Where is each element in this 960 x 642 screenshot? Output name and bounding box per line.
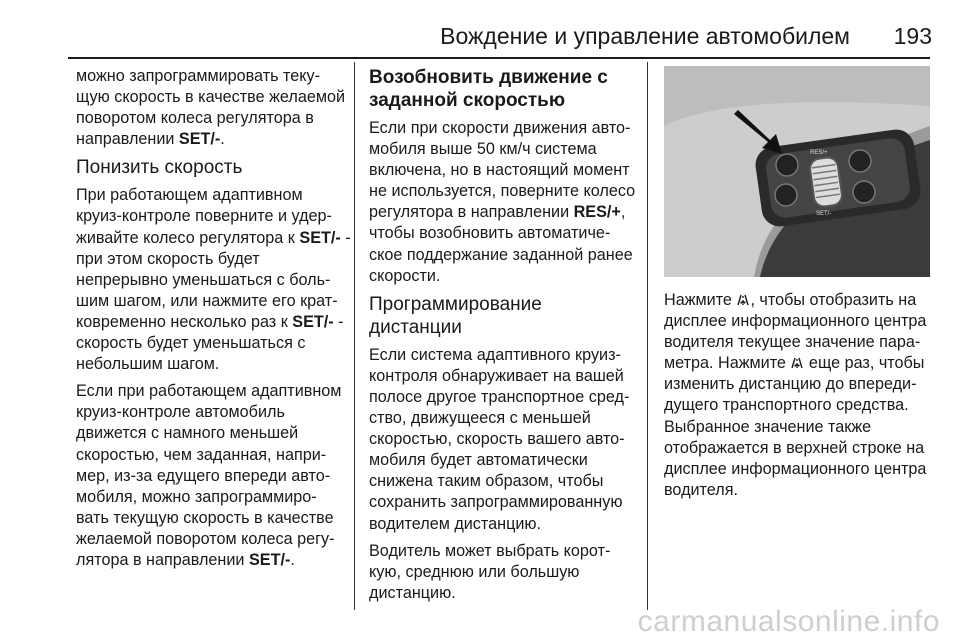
page-number: 193 (893, 23, 932, 49)
key-label: SET/- (292, 312, 334, 331)
text: Нажмите (664, 291, 737, 309)
res-label: RES/+ (810, 150, 828, 156)
chapter-title: Вождение и управление автомобилем (440, 23, 850, 49)
key-label: RES/+ (573, 203, 621, 222)
watermark: carmanualsonline.info (637, 605, 940, 638)
text: , чтобы отобразить на дисплее информационного центра водителя текущее значение пара- метра. Нажмите (664, 291, 927, 373)
set-label: SET/- (816, 211, 832, 217)
section-heading: Возобновить движение с заданной скоростью (369, 67, 608, 111)
text: При работающем адаптивном круиз-контроле поверните и удер- живайте колесо регулятора к (76, 186, 332, 247)
paragraph (664, 290, 934, 501)
text-column-2 (369, 66, 637, 610)
column-divider-2 (647, 62, 648, 610)
distance-gap-icon (736, 293, 750, 307)
text: , чтобы возобновить автоматиче- ское поддержание заданной ранее скорости. (369, 203, 633, 285)
text: - при этом скорость будет непрерывно уменьшаться с боль- шим шагом, или нажмите его крат- ковременно несколько раз к (76, 228, 351, 331)
text: - скорость будет уменьшаться с небольшим шагом. (76, 312, 344, 374)
key-label: SET/- (248, 550, 291, 569)
text: можно запрограммировать теку- щую скорость в качестве желаемой поворотом колеса регулятора в направлении (76, 67, 345, 149)
key-label: SET/- (178, 130, 221, 149)
distance-gap-icon (790, 356, 804, 370)
paragraph: Водитель может выбрать корот- кую, среднюю или большую дистанцию. (369, 541, 611, 602)
text: Если при работающем адаптивном круиз-контроле автомобиль движется с намного меньшей скоростью, чем заданная, напри- мер, из-за едущего впереди авто- мобиля, можно запрограммиро- вать текущую скорость в качестве желаемой поворотом колеса регу- лятора в направлении (76, 382, 342, 569)
paragraph (369, 118, 637, 287)
text-column-3 (664, 290, 934, 507)
paragraph (76, 381, 351, 571)
key-label: SET/- (299, 228, 341, 247)
text: Если при скорости движения авто- мобиля выше 50 км/ч система включена, но в настоящий момент не используется, поверните колесо регулятора в направлении (369, 119, 636, 222)
steering-wheel-illustration (664, 66, 930, 277)
paragraph (76, 185, 351, 375)
text: еще раз, чтобы изменить дистанцию до впереди- дущего транспортного средства. Выбранное значение также отображается в верхней строке на дисплее информационного центра водителя. (664, 354, 927, 499)
steering-wheel-figure (664, 66, 930, 277)
column-divider-1 (354, 62, 355, 610)
section-heading: Понизить скорость (76, 157, 243, 179)
text: . (290, 550, 295, 569)
paragraph (76, 66, 351, 150)
text-column-1 (76, 66, 351, 577)
header-divider (68, 57, 930, 59)
section-heading: Программирование дистанции (369, 293, 542, 338)
text: . (220, 130, 225, 149)
paragraph: Если система адаптивного круиз- контроля обнаруживает на вашей полосе другое транспортное сред- ство, движущееся с меньшей скоростью, скорость вашего авто- мобиля будет автоматически снижена таким образом, чтобы сохранить запрограммированную водителем дистанцию. (369, 345, 630, 533)
